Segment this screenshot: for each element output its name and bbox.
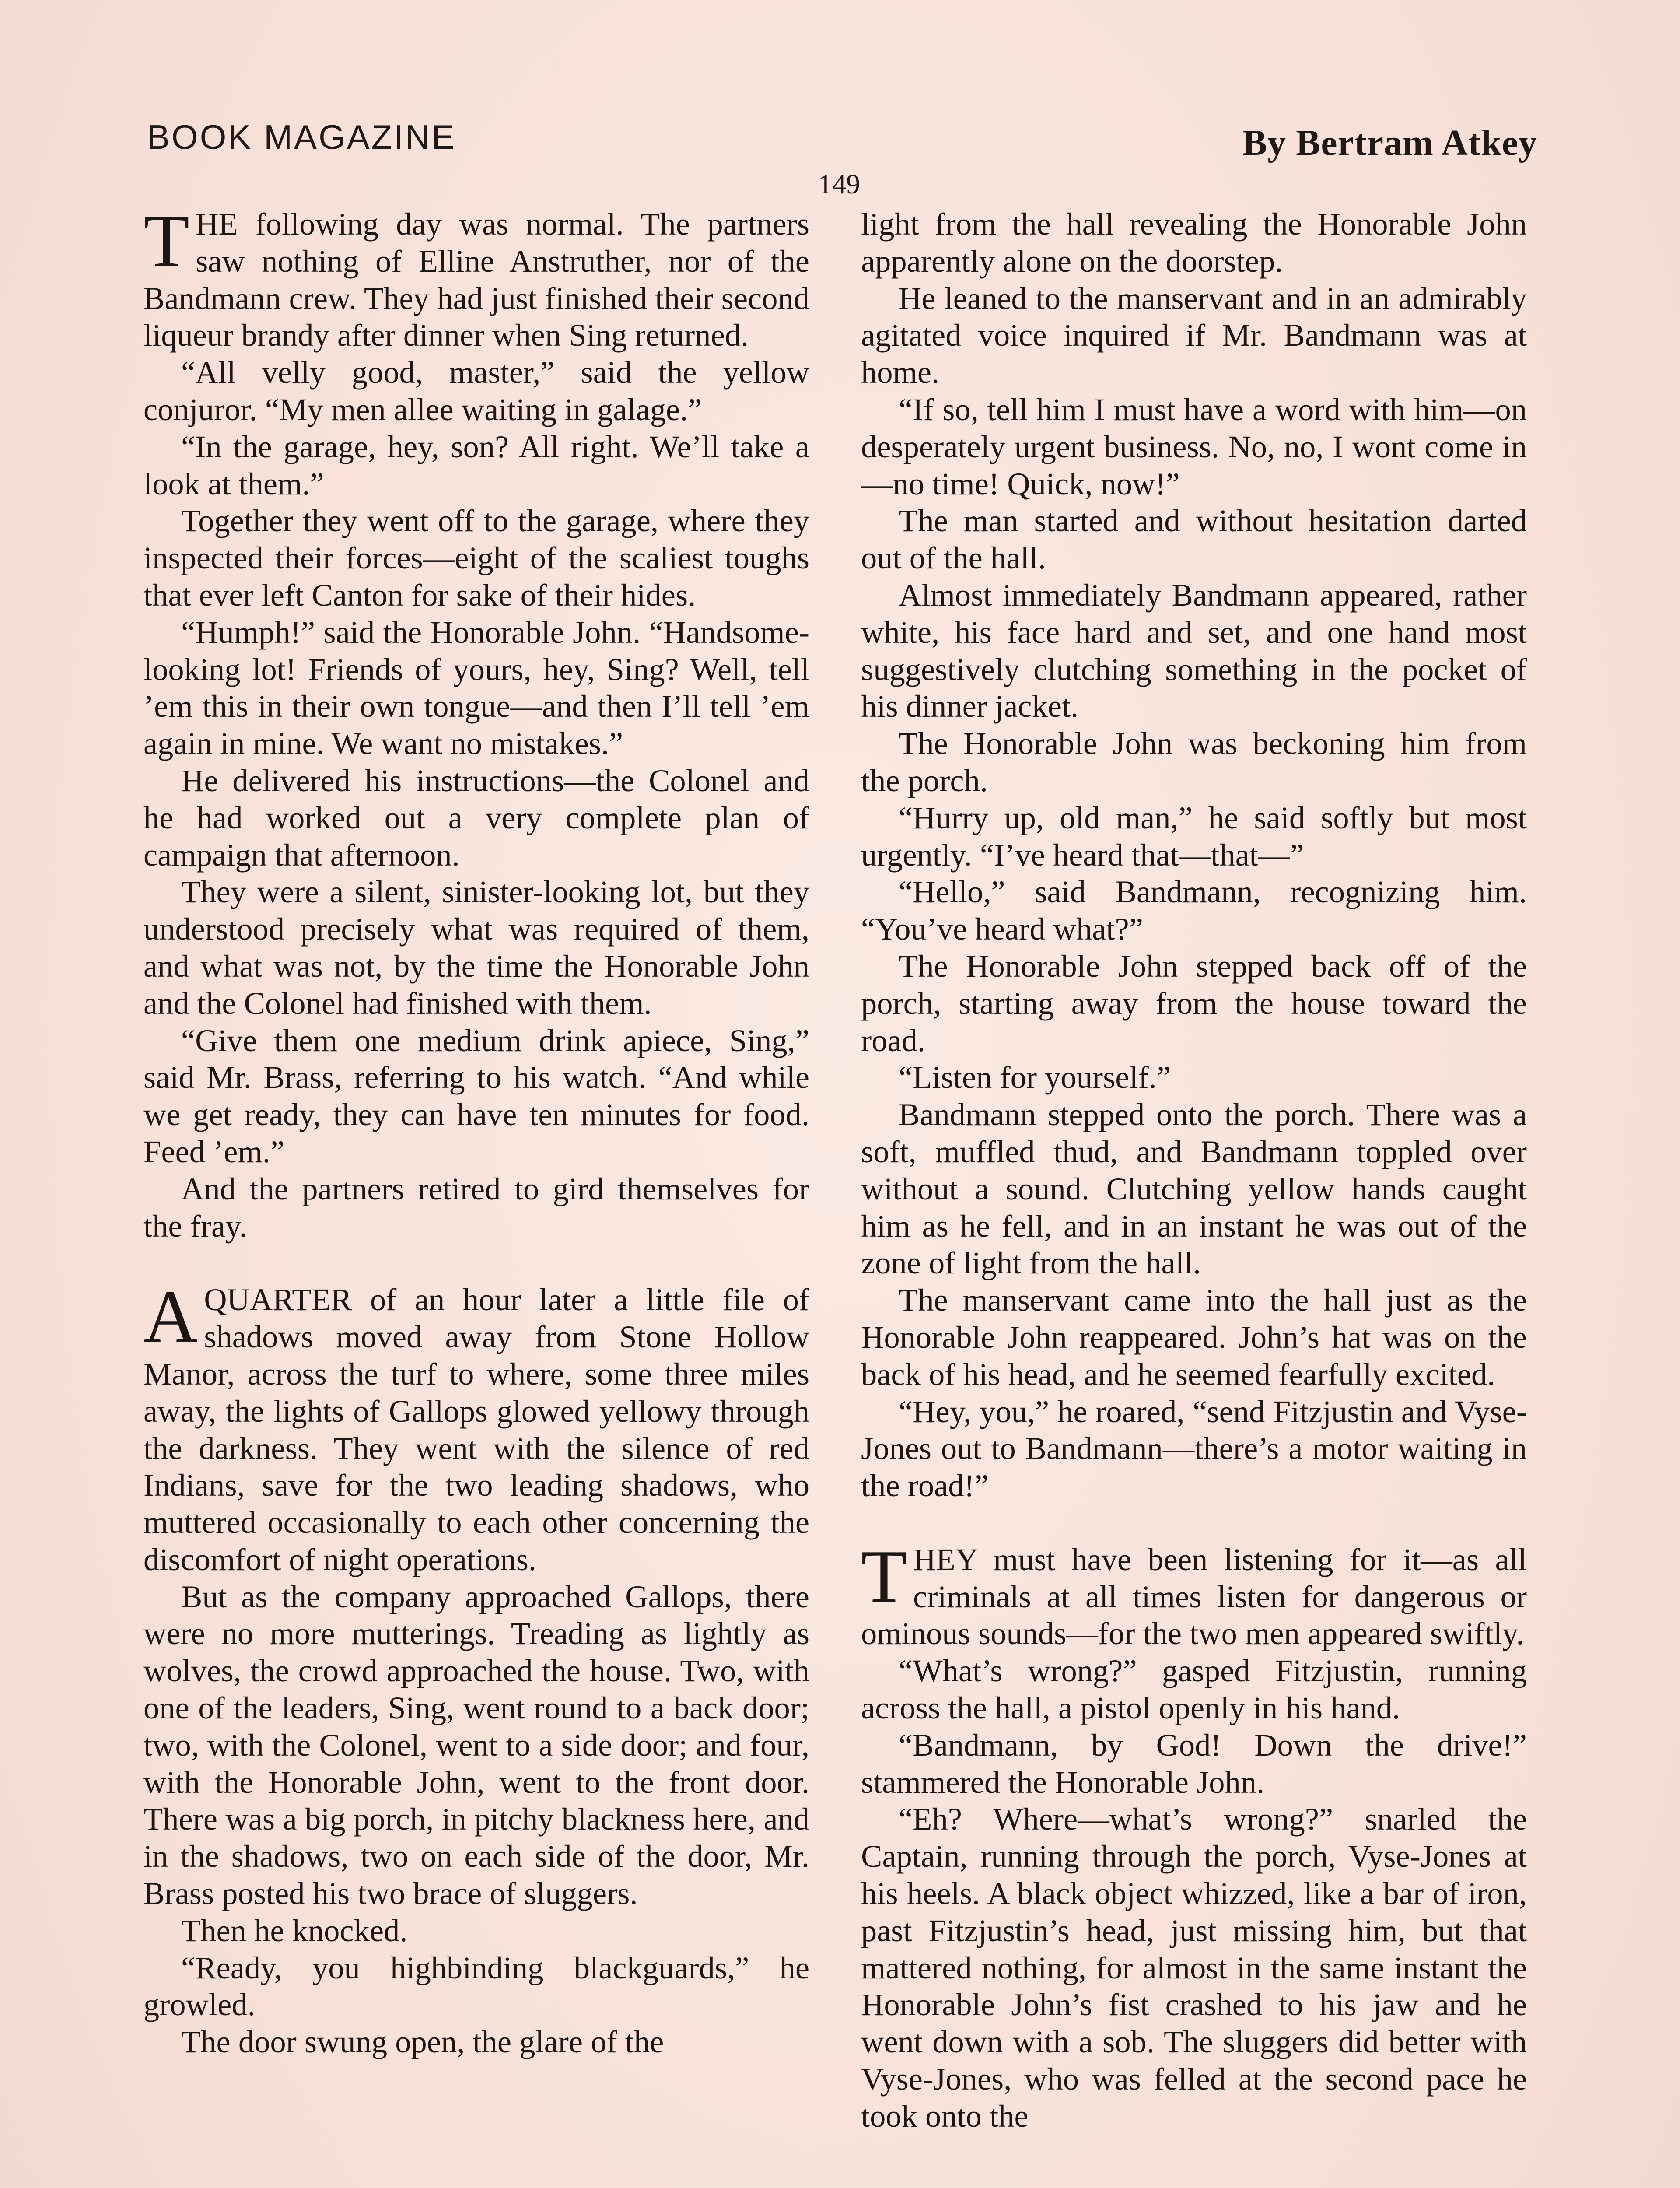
paragraph xyxy=(861,1727,1527,1801)
paragraph-text: Bandmann stepped onto the porch. There was a soft, muffled thud, and Bandmann toppled over without a sound. Clutching yellow hands caught him as he fell, and in an instant he was out of the zone of light from the hall. xyxy=(861,1097,1527,1281)
paragraph-text: “In the garage, hey, son? All right. We’ll take a look at them.” xyxy=(144,428,809,501)
paragraph xyxy=(144,2023,809,2061)
drop-cap: A xyxy=(144,1275,198,1359)
paragraph xyxy=(144,200,809,354)
paragraph-text: The manservant came into the hall just as the Honorable John reappeared. John’s hat was on the back of his head, and he seemed fearfully excited. xyxy=(861,1282,1527,1392)
paragraph-text: “All velly good, master,” said the yellow conjuror. “My men allee waiting in galage.” xyxy=(144,354,809,427)
paragraph xyxy=(861,1282,1527,1393)
paragraph-text: But as the company approached Gallops, there were no more mutterings. Treading as lightly as wolves, the crowd approached the house. Two, with one of the leaders, Sing, went round to a back door; two, with the Colonel, went to a side door; and four, with the Honorable John, went to the front door. There was a big porch, in pitchy blackness here, and in the shadows, two on each side of the door, Mr. Brass posted his two brace of sluggers. xyxy=(144,1578,809,1911)
paragraph-text: He delivered his instructions—the Colonel and he had worked out a very complete plan of campaign that afternoon. xyxy=(144,762,809,873)
drop-cap: T xyxy=(144,200,190,283)
paragraph-text: The Honorable John stepped back off of the porch, starting away from the house toward the road. xyxy=(861,948,1527,1058)
paragraph xyxy=(861,206,1527,280)
paragraph-text: light from the hall revealing the Honorable John apparently alone on the doorstep. xyxy=(861,206,1527,279)
paragraph xyxy=(861,725,1527,799)
paragraph xyxy=(144,873,809,1022)
paragraph xyxy=(144,1578,809,1912)
paragraph xyxy=(861,1059,1527,1096)
paragraph-text: QUARTER of an hour later a little file of shadows moved away from Stone Hollow Manor, across the turf to where, some three miles away, the lights of Gallops glowed yellowy through the darkness. They went with the silence of red Indians, save for the two leading shadows, who muttered occasionally to each other concerning the discomfort of night operations. xyxy=(144,1282,809,1577)
paragraph xyxy=(144,1912,809,1950)
paragraph-text: HE following day was normal. The partners saw nothing of Elline Anstruther, nor of the Bandmann crew. They had just finished their second liqueur brandy after dinner when Sing returned. xyxy=(144,206,809,353)
paragraph xyxy=(144,1950,809,2024)
paragraph-text: Together they went off to the garage, where they inspected their forces—eight of the scaliest toughs that ever left Canton for sake of their hides. xyxy=(144,503,809,613)
paragraph xyxy=(861,1535,1527,1652)
paragraph xyxy=(144,1022,809,1171)
paragraph xyxy=(861,391,1527,502)
paragraph xyxy=(144,502,809,614)
paragraph xyxy=(861,280,1527,391)
paragraph xyxy=(861,1096,1527,1282)
paragraph-text: The Honorable John was beckoning him from the porch. xyxy=(861,726,1527,798)
paragraph-text: The door swung open, the glare of the xyxy=(181,2024,664,2060)
paragraph-text: Then he knocked. xyxy=(181,1912,408,1948)
paragraph xyxy=(144,614,809,762)
paragraph-text: HEY must have been listening for it—as all criminals at all times listen for dangerous or ominous sounds—for the two men appeared swiftly. xyxy=(861,1541,1527,1652)
paragraph xyxy=(861,799,1527,874)
paragraph-text: “Hey, you,” he roared, “send Fitzjustin and Vyse-Jones out to Bandmann—there’s a motor waiting in the road!” xyxy=(861,1393,1527,1504)
paragraph xyxy=(144,428,809,503)
paragraph xyxy=(144,762,809,873)
running-header-author: By Bertram Atkey xyxy=(1242,123,1537,163)
paragraph-text: Almost immediately Bandmann appeared, rather white, his face hard and set, and one hand most suggestively clutching something in the pocket of his dinner jacket. xyxy=(861,577,1527,724)
paragraph xyxy=(861,948,1527,1059)
right-text-column xyxy=(861,206,1527,2135)
paragraph xyxy=(861,873,1527,948)
paragraph xyxy=(144,1275,809,1578)
paragraph-text: “Ready, you highbinding blackguards,” he growled. xyxy=(144,1950,809,2023)
paragraph-text: “Bandmann, by God! Down the drive!” stammered the Honorable John. xyxy=(861,1727,1527,1800)
paragraph-text: “Humph!” said the Honorable John. “Handsome-looking lot! Friends of yours, hey, Sing? Well, tell ’em this in their own tongue—and then I’ll tell ’em again in mine. We want no mistakes.” xyxy=(144,614,809,761)
paragraph xyxy=(861,1393,1527,1504)
running-header-magazine: BOOK MAGAZINE xyxy=(147,118,456,156)
paragraph-text: And the partners retired to gird themselves for the fray. xyxy=(144,1171,809,1244)
paragraph xyxy=(861,502,1527,577)
drop-cap: T xyxy=(861,1535,907,1618)
paragraph xyxy=(861,1652,1527,1727)
left-text-column xyxy=(144,200,809,2061)
paragraph-text: “Listen for yourself.” xyxy=(899,1059,1171,1095)
paragraph-text: “Hurry up, old man,” he said softly but most urgently. “I’ve heard that—that—” xyxy=(861,799,1527,873)
paragraph-text: The man started and without hesitation darted out of the hall. xyxy=(861,503,1527,576)
paragraph-text: “If so, tell him I must have a word with him—on desperately urgent business. No, no, I wont come in—no time! Quick, now!” xyxy=(861,391,1527,501)
paragraph-text: “Give them one medium drink apiece, Sing,” said Mr. Brass, referring to his watch. “And while we get ready, they can have ten minutes for food. Feed ’em.” xyxy=(144,1022,809,1169)
paragraph-text: “What’s wrong?” gasped Fitzjustin, running across the hall, a pistol openly in his hand. xyxy=(861,1653,1527,1726)
page-number: 149 xyxy=(818,168,860,200)
paragraph-text: “Hello,” said Bandmann, recognizing him. “You’ve heard what?” xyxy=(861,874,1527,947)
paragraph xyxy=(144,1171,809,1245)
paragraph xyxy=(144,354,809,428)
paragraph-text: “Eh? Where—what’s wrong?” snarled the Captain, running through the porch, Vyse-Jones at his heels. A black object whizzed, like a bar of iron, past Fitzjustin’s head, just missing him, but that mattered nothing, for almost in the same instant the Honorable John’s fist crashed to his jaw and he went down with a sob. The sluggers did better with Vyse-Jones, who was felled at the second pace he took onto the xyxy=(861,1801,1527,2134)
paragraph-text: He leaned to the manservant and in an admirably agitated voice inquired if Mr. Bandmann was at home. xyxy=(861,280,1527,390)
paragraph xyxy=(861,577,1527,725)
paragraph-text: They were a silent, sinister-looking lot, but they understood precisely what was required of them, and what was not, by the time the Honorable John and the Colonel had finished with them. xyxy=(144,874,809,1021)
paragraph xyxy=(861,1801,1527,2135)
